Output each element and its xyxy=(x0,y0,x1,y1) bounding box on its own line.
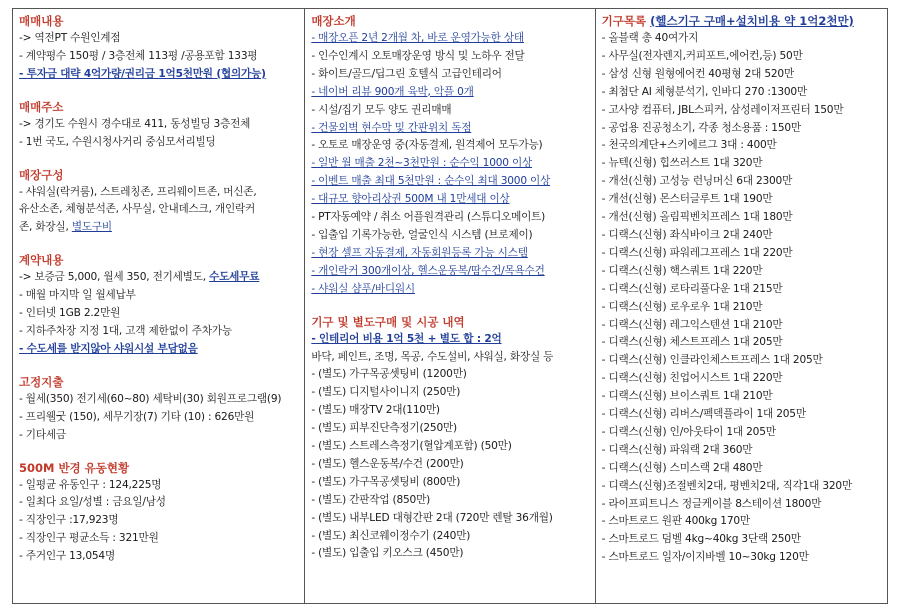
store-layout-text: 존, 화장실, xyxy=(19,221,72,234)
gear-item: - 개선(신형) 올림픽벤치프레스 1대 180만 xyxy=(601,211,793,224)
fixed-cost-item: - 프리웰굿 (150), 세무기장(7) 기타 (10) : 626만원 xyxy=(19,410,255,423)
equipment-list-cost: (헬스기구 구매+설치비용 약 1억2천만) xyxy=(650,14,854,28)
contract-title: 계약내용 xyxy=(19,253,64,268)
gear-item: - 디랙스(신형) 파워랙 2대 360만 xyxy=(601,443,753,456)
gear-item: - 디랙스(신형) 리버스/펙덱플라이 1대 205만 xyxy=(601,408,806,421)
intro-item: - 시설/집기 모두 양도 권리매매 xyxy=(311,103,452,116)
intro-item: - 건물외벽 현수막 및 간판위치 독점 xyxy=(311,121,472,134)
equipment-item: - (별도) 최신코웨이정수기 (240만) xyxy=(311,529,471,542)
intro-item: - 입출입 기록가능한, 얼굴인식 시스템 (브로제이) xyxy=(311,228,533,241)
equipment-item: - (별도) 헬스운동복/수건 (200만) xyxy=(311,457,464,470)
gear-item: - 디랙스(신형) 브이스쿼트 1대 210만 xyxy=(601,390,773,403)
equipment-summary: - 인테리어 비용 1억 5천 + 별도 합 : 2억 xyxy=(311,332,502,345)
gear-item: - 최첨단 AI 체형분석기, 인바디 270 :1300만 xyxy=(601,85,807,98)
contract-item: - 지하주차장 지정 1대, 고객 제한없이 주차가능 xyxy=(19,324,232,337)
store-layout-line xyxy=(19,219,298,237)
gear-item: - 디랙스(신형) 인클라인체스트프레스 1대 205만 xyxy=(601,354,823,367)
column-store-intro xyxy=(305,9,595,603)
sale-item: -> 역전PT 수원인계점 xyxy=(19,32,121,44)
contract-highlight: 수도세무료 xyxy=(209,271,260,284)
gear-item: - 디랙스(신형) 좌식바이크 2대 240만 xyxy=(601,228,773,241)
gear-item: - 디랙스(신형) 레그익스텐션 1대 210만 xyxy=(601,318,783,331)
listing-sheet xyxy=(12,8,888,604)
contract-item-highlight: - 수도세를 받지않아 샤워시설 부담없음 xyxy=(19,342,198,355)
traffic-item: - 일평균 유동인구 : 124,225명 xyxy=(19,478,162,491)
gear-item: - 스마트로드 원판 400kg 170만 xyxy=(601,515,750,528)
gear-item: - 스마트로드 일자/이지바벨 10~30kg 120만 xyxy=(601,551,809,564)
traffic-item: - 직장인구 평균소득 : 321만원 xyxy=(19,532,159,545)
intro-item: - 인수인계시 오토매장운영 방식 및 노하우 전달 xyxy=(311,49,525,62)
column-equipment-list xyxy=(596,9,887,603)
equipment-item: - (별도) 간판작업 (850만) xyxy=(311,493,431,506)
traffic-title: 500M 반경 유동현황 xyxy=(19,460,130,475)
equipment-list-label: 기구목록 xyxy=(601,14,647,28)
intro-item: - 개인락커 300개이상, 헬스운동복/땀수건/목욕수건 xyxy=(311,264,545,277)
intro-item: - PT자동예약 / 취소 어플원격관리 (스튜디오메이트) xyxy=(311,211,546,224)
address-title: 매매주소 xyxy=(19,99,64,114)
gear-item: - 디랙스(신형) 인/아웃타이 1대 205만 xyxy=(601,425,776,438)
gear-item: - 스마트로드 덤벨 4kg~40kg 3단랙 250만 xyxy=(601,533,801,546)
gear-item: - 천국의계단+스키에르그 3대 : 400만 xyxy=(601,139,777,152)
contract-item: - 매월 마지막 일 월세납부 xyxy=(19,289,136,302)
intro-item: - 대규모 향아리상권 500M 내 1만세대 이상 xyxy=(311,193,510,206)
gear-item: - 디랙스(신형) 친업어시스트 1대 220만 xyxy=(601,372,783,385)
gear-item: - 디랙스(신형) 로타리풀다운 1대 215만 xyxy=(601,282,783,295)
traffic-item: - 일최다 요일/성별 : 금요일/남성 xyxy=(19,496,166,509)
intro-item: - 샤워실 샴푸/바디워시 xyxy=(311,282,415,295)
gear-item: - 개선(신형) 몬스터글루트 1대 190만 xyxy=(601,193,773,206)
equipment-desc: 바닥, 페인트, 조명, 목공, 수도설비, 샤워실, 화장실 등 xyxy=(311,350,554,363)
gear-item: - 삼성 신형 원형에어컨 40평형 2대 520만 xyxy=(601,67,794,80)
store-layout-line: - 샤워실(락커룸), 스트레칭존, 프리웨이트존, 머신존, xyxy=(19,185,257,198)
equipment-item: - (별도) 가구목공셋팅비 (1200만) xyxy=(311,368,467,381)
gear-item: - 디랙스(신형)조절벤치2대, 평벤치2대, 직각1대 320만 xyxy=(601,479,853,492)
gear-item: - 사무실(전자렌지,커피포트,에어컨,등) 50만 xyxy=(601,49,803,62)
store-layout-highlight: 별도구비 xyxy=(71,221,112,234)
gear-list xyxy=(602,30,881,567)
equipment-title: 기구 및 별도구매 및 시공 내역 xyxy=(311,314,465,329)
intro-item: - 화이트/골드/딥그린 호텔식 고급인테리어 xyxy=(311,67,502,80)
contract-text: -> 보증금 5,000, 월세 350, 전기세별도, xyxy=(19,271,210,284)
intro-item: - 네이버 리뷰 900개 육박, 악플 0개 xyxy=(311,85,474,98)
fixed-cost-item: - 월세(350) 전기세(60~80) 세탁비(30) 회원프로그램(9) xyxy=(19,392,282,405)
store-layout-title: 매장구성 xyxy=(19,167,64,182)
equipment-list xyxy=(311,366,588,563)
equipment-item: - (별도) 스트레스측정기(혈압계포함) (50만) xyxy=(311,440,512,453)
sale-item-price: - 투자금 대략 4억가량/권리금 1억5천만원 (협의가능) xyxy=(19,67,266,80)
traffic-item: - 주거인구 13,054명 xyxy=(19,550,115,563)
intro-item: - 이벤트 매출 최대 5천만원 : 순수익 최대 3000 이상 xyxy=(311,175,551,188)
gear-item: - 디랙스(신형) 핵스쿼트 1대 220만 xyxy=(601,264,763,277)
address-item: -> 경기도 수원시 경수대로 411, 동성빌딩 3층전체 xyxy=(19,117,251,130)
gear-item: - 올블랙 총 40여가지 xyxy=(601,32,699,44)
gear-item: - 디랙스(신형) 체스트프레스 1대 205만 xyxy=(601,336,783,349)
column-overview xyxy=(13,9,305,603)
equipment-item: - (별도) 가구목공셋팅비 (800만) xyxy=(311,475,461,488)
equipment-item: - (별도) 입출입 키오스크 (450만) xyxy=(311,547,464,560)
gear-item: - 뉴텍(신형) 힙쓰러스트 1대 320만 xyxy=(601,157,763,170)
equipment-item: - (별도) 내부LED 대형간판 2대 (720만 렌탈 36개월) xyxy=(311,511,553,524)
gear-item: - 개선(신형) 고성능 런닝머신 6대 2300만 xyxy=(601,175,793,188)
sale-title: 매매내용 xyxy=(19,14,64,28)
contract-item: - 인터넷 1GB 2.2만원 xyxy=(19,307,121,320)
intro-item: - 매장오픈 2년 2개월 차, 바로 운영가능한 상태 xyxy=(311,32,524,44)
intro-title: 매장소개 xyxy=(311,14,356,28)
gear-item: - 공업용 진공청소기, 각종 청소용품 : 150만 xyxy=(601,121,801,134)
sale-item: - 계약평수 150평 / 3층전체 113평 /공용포함 133평 xyxy=(19,49,258,62)
address-item: - 1번 국도, 수원시청사거리 중심모서리빌딩 xyxy=(19,135,216,148)
intro-item: - 오토로 매장운영 중(자동결제, 원격제어 모두가능) xyxy=(311,139,543,152)
intro-item: - 일반 월 매출 2천~3천만원 : 순수익 1000 이상 xyxy=(311,157,533,170)
gear-item: - 고사양 컴퓨터, JBL스피커, 삼성레이저프린터 150만 xyxy=(601,103,844,116)
equipment-list-title xyxy=(602,13,881,30)
traffic-item: - 직장인구 :17,923명 xyxy=(19,514,119,527)
equipment-item: - (별도) 디지털사이니지 (250만) xyxy=(311,386,461,399)
contract-line xyxy=(19,269,298,287)
fixed-cost-title: 고정지출 xyxy=(19,374,64,389)
equipment-item: - (별도) 피부진단측정기(250만) xyxy=(311,422,457,435)
gear-item: - 디랙스(신형) 스미스랙 2대 480만 xyxy=(601,461,763,474)
intro-item: - 현장 셀프 자동결제, 자동회원등록 가능 시스템 xyxy=(311,246,528,259)
store-layout-line: 유산소존, 체형분석존, 사무실, 안내데스크, 개인락커 xyxy=(19,203,256,216)
gear-item: - 디랙스(신형) 로우로우 1대 210만 xyxy=(601,300,763,313)
gear-item: - 디랙스(신형) 파워레그프레스 1대 220만 xyxy=(601,246,793,259)
equipment-item: - (별도) 매장TV 2대(110만) xyxy=(311,404,440,417)
gear-item: - 라이프피트니스 정글케이블 8스테이션 1800만 xyxy=(601,497,822,510)
fixed-cost-item: - 기타세금 xyxy=(19,428,66,441)
intro-list xyxy=(311,30,588,299)
